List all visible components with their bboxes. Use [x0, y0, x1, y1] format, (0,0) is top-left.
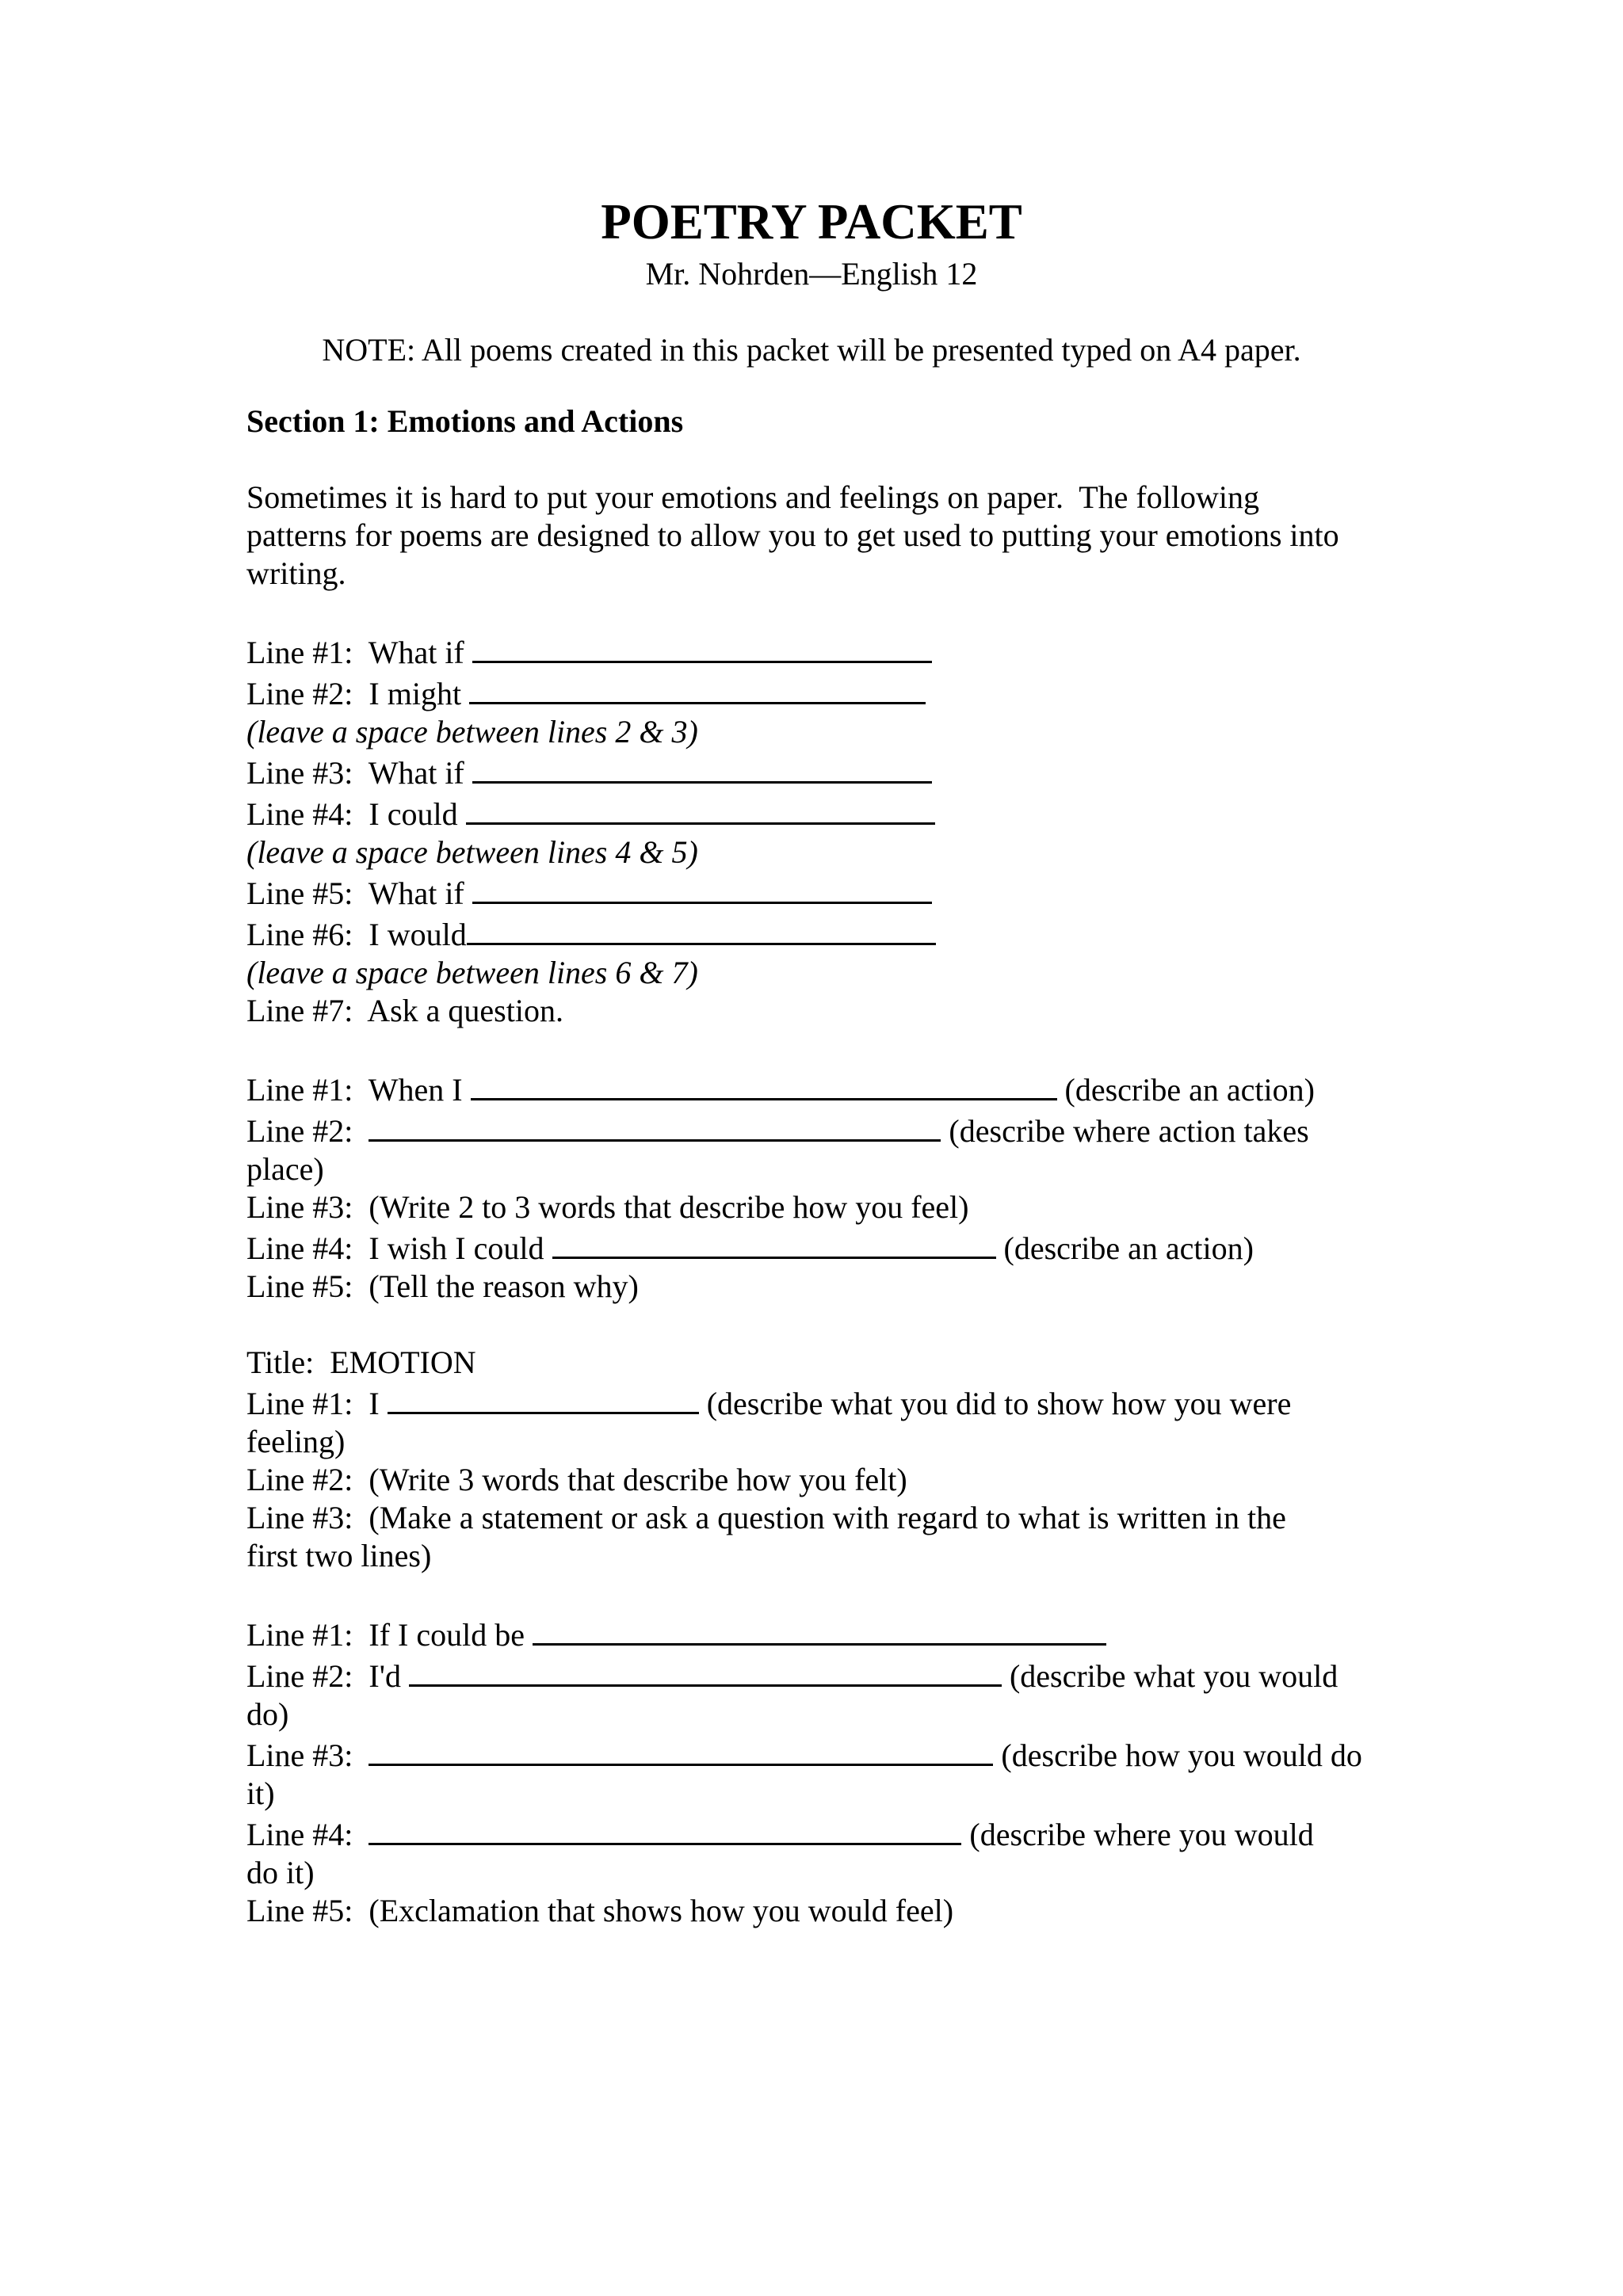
pattern4-line: Line #5: (Exclamation that shows how you would feel) [246, 1893, 954, 1928]
pattern3-title: Title: EMOTION [246, 1344, 476, 1380]
fill-in-blank [369, 1109, 941, 1142]
fill-in-blank [533, 1613, 1106, 1646]
pattern3-line: Line #3: (Make a statement or ask a question with regard to what is written in the [246, 1500, 1286, 1535]
fill-in-blank [388, 1382, 699, 1414]
pattern3-line-continued: first two lines) [246, 1538, 432, 1573]
pattern1-line: Line #4: I could [246, 792, 1403, 833]
intro-paragraph-line: Sometimes it is hard to put your emotions and feelings on paper. The following [246, 479, 1259, 515]
pattern2-line-continued: place) [246, 1151, 324, 1187]
fill-in-blank [471, 1068, 1057, 1100]
fill-in-blank [466, 792, 935, 825]
pattern3-line-continued: feeling) [246, 1424, 346, 1459]
intro-paragraph-line: patterns for poems are designed to allow you to get used to putting your emotions into [246, 517, 1339, 553]
intro-paragraph-line: writing. [246, 555, 346, 591]
note-text: NOTE: All poems created in this packet will be presented typed on A4 paper. [322, 332, 1301, 368]
pattern2-line: Line #1: When I (describe an action) [246, 1068, 1403, 1109]
document-body [246, 402, 1403, 1930]
pattern1-instruction: (leave a space between lines 4 & 5) [246, 834, 698, 870]
pattern1-instruction: (leave a space between lines 6 & 7) [246, 955, 698, 990]
fill-in-blank [469, 672, 926, 704]
page-subtitle: Mr. Nohrden—English 12 [645, 256, 978, 292]
pattern4-line-continued: do) [246, 1696, 289, 1732]
pattern3-line: Line #1: I (describe what you did to show how you were [246, 1382, 1403, 1423]
pattern1-line: Line #6: I would [246, 913, 1403, 954]
pattern4-line-continued: do it) [246, 1855, 315, 1890]
fill-in-blank [369, 1733, 993, 1766]
pattern4-line: Line #1: If I could be [246, 1613, 1403, 1654]
pattern4-line: Line #4: (describe where you would [246, 1813, 1403, 1854]
fill-in-blank [369, 1813, 961, 1845]
pattern1-line: Line #5: What if [246, 871, 1403, 913]
fill-in-blank [472, 871, 932, 904]
fill-in-blank [409, 1654, 1002, 1687]
fill-in-blank [472, 631, 932, 663]
pattern2-line: Line #2: (describe where action takes [246, 1109, 1403, 1150]
pattern4-line: Line #3: (describe how you would do [246, 1733, 1403, 1775]
section-heading: Section 1: Emotions and Actions [246, 403, 684, 439]
pattern1-instruction: (leave a space between lines 2 & 3) [246, 714, 698, 749]
pattern3-line: Line #2: (Write 3 words that describe how you felt) [246, 1462, 907, 1497]
pattern1-line: Line #1: What if [246, 631, 1403, 672]
fill-in-blank [467, 913, 936, 945]
fill-in-blank [472, 751, 932, 784]
pattern4-line: Line #2: I'd (describe what you would [246, 1654, 1403, 1695]
page-title: POETRY PACKET [601, 194, 1022, 250]
pattern4-line-continued: it) [246, 1775, 275, 1811]
pattern2-line: Line #3: (Write 2 to 3 words that describe how you feel) [246, 1189, 969, 1225]
pattern2-line: Line #5: (Tell the reason why) [246, 1268, 639, 1304]
pattern1-line: Line #3: What if [246, 751, 1403, 792]
fill-in-blank [552, 1226, 996, 1259]
pattern2-line: Line #4: I wish I could (describe an action) [246, 1226, 1403, 1268]
pattern1-line: Line #7: Ask a question. [246, 993, 563, 1028]
pattern1-line: Line #2: I might [246, 672, 1403, 713]
